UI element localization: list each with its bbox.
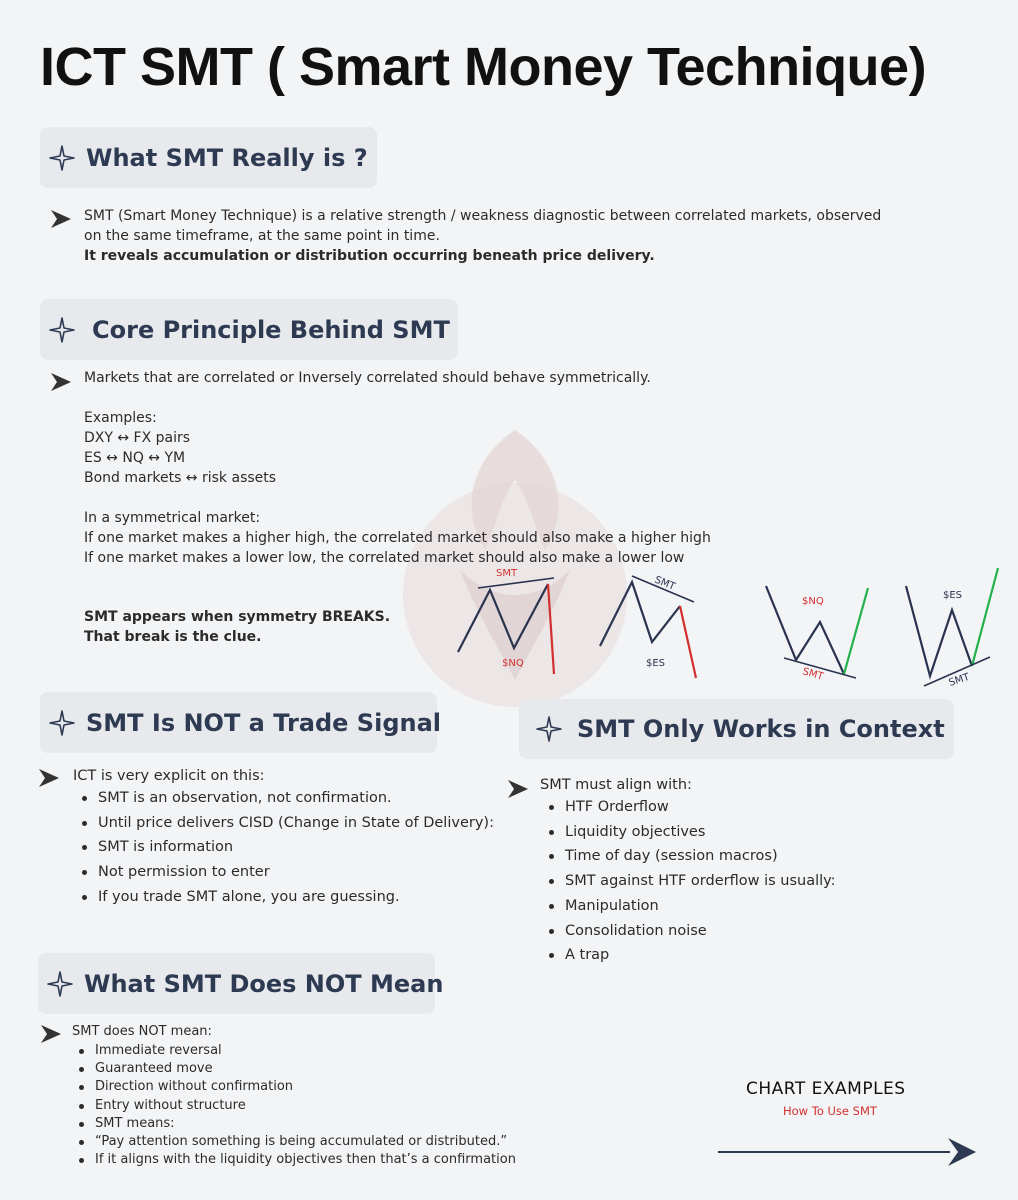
right-arrow-icon — [710, 1132, 980, 1172]
rally-line — [844, 588, 868, 674]
symmetric-label: In a symmetrical market: — [84, 510, 261, 526]
market-label: $ES — [646, 658, 666, 669]
list-item: A trap — [545, 943, 836, 968]
text-line: SMT (Smart Money Technique) is a relative strength / weakness diagnostic between correlated markets, observed — [84, 208, 882, 224]
page-title: ICT SMT ( Smart Money Technique) — [40, 37, 927, 97]
text-line: Markets that are correlated or Inversely correlated should behave symmetrically. — [84, 370, 651, 386]
section-heading-what-smt — [40, 127, 377, 188]
smt-label: SMT — [496, 568, 518, 579]
list-item: SMT against HTF orderflow is usually: — [545, 869, 836, 894]
list-item: SMT is information — [78, 835, 494, 860]
list-item: Time of day (session macros) — [545, 844, 836, 869]
context-list — [545, 795, 836, 968]
list-item: Immediate reversal — [75, 1042, 516, 1060]
arrow-bullet-icon — [49, 207, 73, 231]
price-line — [906, 586, 972, 676]
list-item: Direction without confirmation — [75, 1078, 516, 1096]
list-item: “Pay attention something is being accumulated or distributed.” — [75, 1133, 516, 1151]
section-heading-text: What SMT Does NOT Mean — [84, 969, 444, 998]
bold-text-line: That break is the clue. — [84, 629, 262, 645]
list-item: Until price delivers CISD (Change in State of Delivery): — [78, 811, 494, 836]
arrow-bullet-icon — [39, 1022, 63, 1046]
market-label: $NQ — [802, 596, 824, 607]
smt-diagrams — [440, 560, 1018, 700]
drop-line — [680, 606, 696, 678]
what-smt-text — [84, 206, 881, 266]
sparkle-icon — [48, 144, 76, 172]
section-heading-text: SMT Is NOT a Trade Signal — [86, 708, 442, 737]
list-item: Not permission to enter — [78, 860, 494, 885]
list-item: Entry without structure — [75, 1097, 516, 1115]
arrow-bullet-icon — [49, 370, 73, 394]
example-line: DXY ↔ FX pairs — [84, 430, 191, 446]
list-item: HTF Orderflow — [545, 795, 836, 820]
sparkle-icon — [48, 709, 76, 737]
text-line: If one market makes a lower low, the correlated market should also make a lower low — [84, 550, 685, 566]
how-to-use-label: How To Use SMT — [783, 1104, 877, 1118]
not-signal-intro: ICT is very explicit on this: — [73, 768, 265, 784]
section-heading-not-mean — [38, 953, 444, 1014]
section-heading-context — [519, 699, 954, 759]
text-line: on the same timeframe, at the same point in time. — [84, 228, 440, 244]
list-item: Manipulation — [545, 894, 836, 919]
diagram-bullish-nq — [766, 586, 868, 683]
examples-label: Examples: — [84, 410, 157, 426]
example-line: Bond markets ↔ risk assets — [84, 470, 277, 486]
not-mean-list — [75, 1042, 516, 1169]
list-item: Guaranteed move — [75, 1060, 516, 1078]
text-line: If one market makes a higher high, the correlated market should also make a higher high — [84, 530, 711, 546]
symmetry-break-text — [84, 607, 390, 647]
diagram-bearish-es — [600, 575, 696, 678]
core-principle-text — [84, 368, 711, 568]
not-mean-intro: SMT does NOT mean: — [72, 1024, 212, 1039]
section-heading-not-signal — [40, 692, 442, 753]
price-line — [458, 584, 548, 652]
bold-text-line: It reveals accumulation or distribution occurring beneath price delivery. — [84, 248, 655, 264]
diagram-bullish-es — [906, 568, 998, 689]
chart-examples-label: CHART EXAMPLES — [746, 1079, 906, 1099]
list-item: Liquidity objectives — [545, 820, 836, 845]
sparkle-icon — [48, 316, 76, 344]
example-line: ES ↔ NQ ↔ YM — [84, 450, 186, 466]
smt-label: SMT — [947, 671, 971, 689]
arrow-bullet-icon — [37, 766, 61, 790]
section-heading-text: What SMT Really is ? — [86, 143, 368, 172]
list-item: Consolidation noise — [545, 919, 836, 944]
smt-line — [478, 578, 554, 588]
list-item: SMT is an observation, not confirmation. — [78, 786, 494, 811]
market-label: $ES — [943, 590, 963, 601]
context-intro: SMT must align with: — [540, 777, 692, 793]
market-label: $NQ — [502, 658, 524, 669]
arrow-bullet-icon — [506, 777, 530, 801]
section-heading-core-principle — [40, 299, 458, 360]
drop-line — [548, 584, 554, 674]
section-heading-text: SMT Only Works in Context — [577, 715, 945, 743]
not-signal-list — [78, 786, 494, 910]
sparkle-icon — [535, 715, 563, 743]
rally-line — [972, 568, 998, 666]
smt-label: SMT — [652, 574, 677, 593]
list-item: If you trade SMT alone, you are guessing. — [78, 885, 494, 910]
diagram-bearish-nq — [458, 568, 554, 674]
sparkle-icon — [46, 970, 74, 998]
bold-text-line: SMT appears when symmetry BREAKS. — [84, 609, 391, 625]
list-item: SMT means: — [75, 1115, 516, 1133]
section-heading-text: Core Principle Behind SMT — [92, 315, 450, 344]
list-item: If it aligns with the liquidity objectives then that’s a confirmation — [75, 1151, 516, 1169]
smt-label: SMT — [801, 666, 825, 683]
